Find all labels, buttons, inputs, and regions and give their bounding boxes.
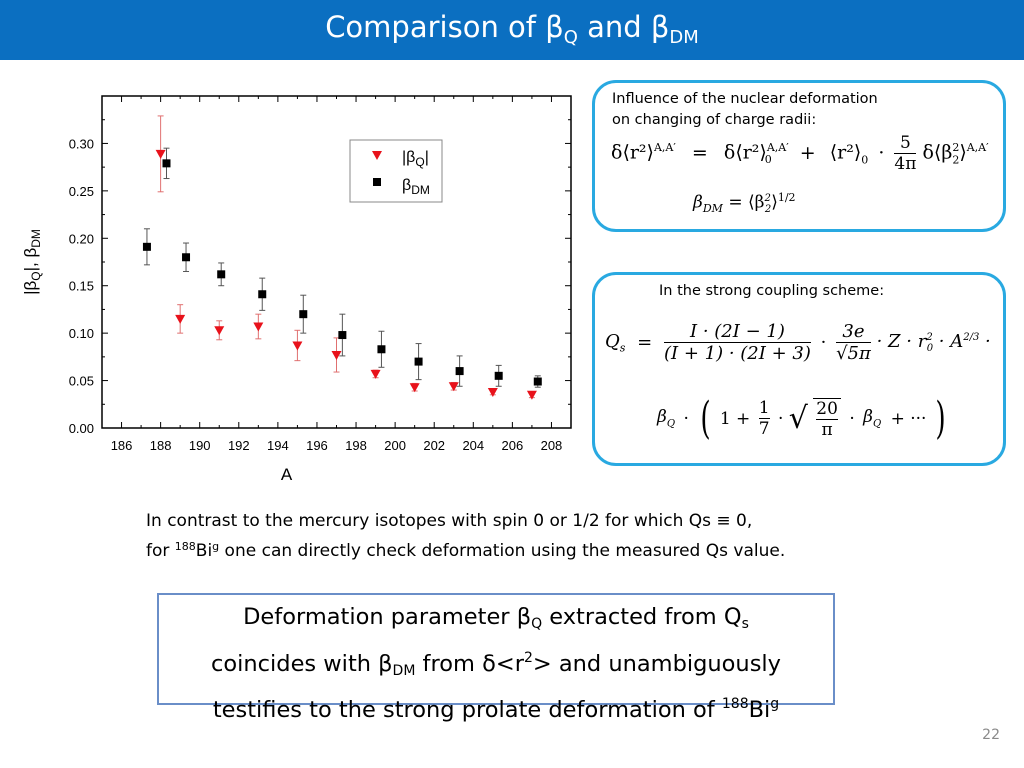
- f-lhs: δ⟨r²⟩: [611, 141, 654, 164]
- caption-line-2: on changing of charge radii:: [612, 112, 817, 128]
- y-tick-label: 0.15: [68, 278, 94, 294]
- y-tick-label: 0.05: [68, 373, 94, 389]
- y-tick-label: 0.10: [68, 326, 94, 342]
- y-tick-label: 0.30: [68, 136, 94, 152]
- bdm-sub: DM: [702, 202, 723, 216]
- beta-q-point: [527, 391, 537, 400]
- y-tick-label: 0.25: [68, 183, 94, 199]
- f-t3-tail: A,A′: [966, 141, 989, 155]
- bs-one-plus: 1 +: [719, 408, 751, 429]
- bdm-rhs-sub: 2: [764, 204, 772, 216]
- bs-paren-open: (: [700, 393, 711, 444]
- qs-dot1: ·: [820, 332, 827, 353]
- caption-line-1: Influence of the nuclear deformation: [612, 91, 878, 107]
- qs-q: Q: [605, 330, 620, 352]
- beta-dm-point: [182, 253, 190, 261]
- qs-eq: =: [637, 332, 653, 353]
- bdm-rhs-close: ⟩: [771, 192, 778, 213]
- c2c: > and unambiguously: [532, 650, 781, 677]
- x-tick-label: 206: [501, 438, 524, 453]
- qs-lhs: [605, 331, 625, 355]
- note-g: g: [212, 540, 220, 553]
- slide-title: [0, 10, 1024, 48]
- x-tick-label: 196: [306, 438, 328, 453]
- f-frac: [894, 133, 916, 174]
- strong-coupling-caption: In the strong coupling scheme:: [659, 283, 885, 299]
- beta-q-point: [214, 326, 224, 335]
- beta-dm-point: [299, 310, 307, 318]
- x-tick-label: 194: [267, 438, 289, 453]
- f-t1: δ⟨r²⟩: [723, 141, 767, 164]
- title-sub-dm: DM: [669, 27, 699, 48]
- title-main: Comparison of β: [325, 10, 564, 44]
- qs-tail2-sup: 2/3: [963, 331, 980, 343]
- bs-dot: ·: [683, 408, 689, 429]
- bs-sqrt-sign: √: [788, 401, 808, 436]
- bdm-beta: β: [693, 192, 703, 213]
- beta-q-point: [410, 383, 420, 392]
- bs-beta2-sub: Q: [872, 418, 882, 430]
- bs-beta2: [863, 407, 881, 429]
- bdm-rhs-sup: 2: [764, 193, 771, 204]
- beta-q-point: [488, 388, 498, 397]
- f-frac-den: 4π: [894, 154, 917, 174]
- c1a: Deformation parameter β: [243, 604, 532, 630]
- f-eq: =: [691, 141, 708, 164]
- qs-frac1-num: I · (2I − 1): [664, 321, 811, 343]
- spin-note: [146, 509, 866, 564]
- beta-q-point: [156, 150, 166, 159]
- bs-dot3: ·: [849, 408, 855, 429]
- charge-radii-formula: [611, 133, 989, 174]
- conclusion-box: [157, 593, 835, 723]
- f-t3-sup: 2: [952, 141, 960, 155]
- x-tick-label: 200: [384, 438, 406, 453]
- y-tick-label: 0.20: [68, 231, 94, 247]
- y-tick-label: 0.00: [68, 421, 94, 436]
- c3sup2: g: [770, 696, 780, 712]
- beta-dm-point: [217, 270, 225, 278]
- beta-series-formula: [657, 393, 949, 444]
- f-dot: ·: [878, 141, 885, 164]
- qs-frac2: [836, 321, 871, 364]
- f-frac-num: 5: [894, 133, 916, 154]
- f-t2: ⟨r²⟩: [829, 141, 862, 164]
- qs-frac2-num: 3e: [836, 321, 871, 343]
- bs-sqrt-num: 20: [816, 398, 838, 419]
- x-tick-label: 192: [227, 438, 250, 453]
- qs-frac1: [664, 321, 811, 364]
- bs-beta: [657, 407, 675, 429]
- f-t3: δ⟨β: [922, 141, 953, 164]
- legend-beta-dm-marker: [373, 178, 381, 186]
- beta-q-point: [371, 370, 381, 379]
- bs-dot2: ·: [777, 408, 784, 429]
- beta-dm-point: [338, 331, 346, 339]
- f-t3-close: ⟩: [959, 141, 967, 164]
- bdm-exp: 1/2: [777, 191, 796, 204]
- legend-label: $|\beta_Q|$: [402, 149, 429, 169]
- x-tick-label: 208: [540, 438, 563, 453]
- c3a: testifies to the strong prolate deformation of: [212, 697, 722, 723]
- x-tick-label: 204: [462, 438, 485, 453]
- bs-paren-close: ): [935, 393, 946, 444]
- f-t1-sup: A,A′: [766, 141, 789, 155]
- note-bi: Bi: [195, 541, 213, 561]
- note-line-1: In contrast to the mercury isotopes with spin 0 or 1/2 for which Qs ≡ 0,: [146, 511, 753, 531]
- qs-sub: s: [619, 341, 626, 355]
- charge-radii-box: [592, 80, 1006, 232]
- beta-dm-definition: [693, 191, 796, 215]
- bs-beta-sub: Q: [666, 418, 676, 430]
- qs-tail-sub: 0: [926, 343, 934, 355]
- bdm-rhs: = ⟨β: [728, 192, 765, 213]
- qs-frac1-den: (I + 1) · (2I + 3): [663, 343, 811, 364]
- note-pre: for: [146, 541, 175, 561]
- f-lhs-sup: A,A′: [653, 141, 676, 155]
- c1sub2: s: [741, 616, 749, 632]
- x-tick-label: 202: [423, 438, 446, 453]
- legend-label: $\beta_{DM}$: [402, 177, 430, 197]
- beta-dm-point: [456, 367, 464, 375]
- c3sup: 188: [721, 696, 749, 712]
- title-and: and β: [577, 10, 670, 44]
- note-line-2: [146, 534, 866, 564]
- beta-dm-point: [162, 159, 170, 167]
- beta-dm-point: [143, 243, 151, 251]
- c1sub: Q: [531, 616, 543, 632]
- c2b: from δ<r: [415, 650, 524, 677]
- concl-line-1: [159, 601, 833, 642]
- qs-formula: [605, 321, 991, 364]
- c3b: Bi: [748, 697, 771, 723]
- note-post: one can directly check deformation using the measured Qs value.: [219, 541, 786, 561]
- charge-radii-caption: [612, 89, 878, 131]
- title-sub-q: Q: [563, 27, 578, 48]
- f-plus: +: [799, 141, 816, 164]
- beta-dm-point: [534, 378, 542, 386]
- bs-frac: [759, 398, 770, 439]
- x-tick-label: 186: [110, 438, 133, 453]
- bs-beta-sym: β: [657, 407, 667, 428]
- f-t2-sub: 0: [861, 153, 869, 167]
- x-tick-label: 198: [345, 438, 367, 453]
- bs-beta2-sym: β: [863, 407, 873, 428]
- page-number: 22: [982, 727, 1000, 743]
- x-tick-label: 188: [149, 438, 172, 453]
- c1b: extracted from Q: [542, 604, 742, 630]
- x-tick-label: 190: [188, 438, 211, 453]
- beta-dm-point: [377, 345, 385, 353]
- c2sup: 2: [523, 649, 533, 666]
- bs-frac-den: 7: [758, 419, 770, 439]
- c2a: coincides with β: [211, 650, 393, 677]
- qs-tail-text: · Z · r: [876, 330, 927, 352]
- qs-tail-sup: 2: [926, 331, 933, 343]
- beta-q-point: [292, 341, 302, 350]
- beta-q-point: [175, 315, 185, 324]
- qs-tail3: ·: [979, 330, 991, 352]
- c2sub: DM: [392, 662, 416, 679]
- beta-q-point: [253, 323, 263, 332]
- y-axis-label: $|\beta_Q|$, $\beta_{DM}$: [21, 229, 43, 295]
- beta-dm-point: [495, 372, 503, 380]
- concl-line-2: [159, 642, 833, 689]
- f-t1-sub: 0: [764, 153, 772, 167]
- beta-comparison-chart: [0, 70, 590, 490]
- beta-dm-point: [258, 290, 266, 298]
- bs-sqrt-den: π: [821, 419, 833, 440]
- qs-frac2-den: √5π: [836, 343, 871, 364]
- x-axis-label: A: [280, 465, 293, 484]
- bs-ellipsis: + ···: [890, 408, 927, 429]
- strong-coupling-box: [592, 272, 1006, 466]
- beta-dm-point: [415, 358, 423, 366]
- note-mass: 188: [174, 540, 196, 553]
- concl-line-3: [159, 688, 833, 728]
- f-t3-sub: 2: [952, 153, 960, 167]
- bs-frac-num: 1: [758, 398, 770, 418]
- qs-tail: [877, 331, 991, 355]
- bs-sqrt-frac: [813, 398, 841, 440]
- qs-tail2: · A: [933, 330, 964, 352]
